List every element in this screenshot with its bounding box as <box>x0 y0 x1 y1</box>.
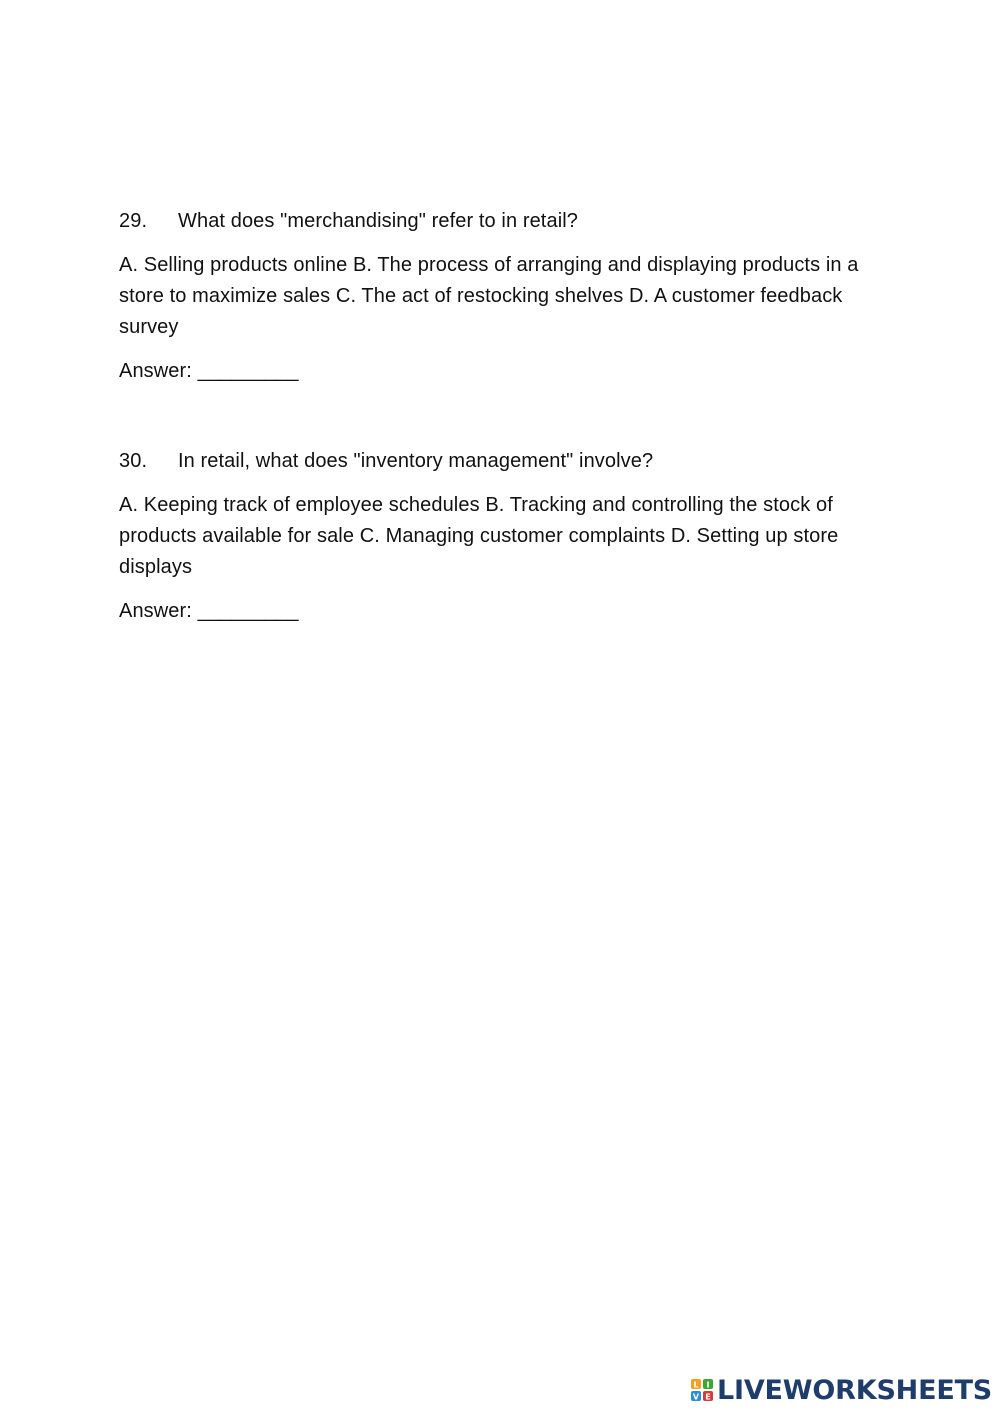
answer-field[interactable]: Answer: _________ <box>119 360 299 382</box>
question-prompt: What does "merchandising" refer to in retail? <box>178 210 578 232</box>
question-options: A. Selling products online B. The process of arranging and displaying products in a store to maximize sales C. The act of restocking shelves D. A customer feedback survey <box>119 254 859 338</box>
question-header <box>119 446 889 477</box>
svg-text:I: I <box>706 1380 710 1390</box>
question-30 <box>119 446 889 627</box>
liveworksheets-branding <box>690 1373 992 1407</box>
question-prompt: In retail, what does "inventory management" involve? <box>178 450 654 472</box>
question-number: 29. <box>119 210 148 232</box>
question-header <box>119 206 889 237</box>
liveworksheets-logo-icon <box>690 1378 714 1402</box>
question-options: A. Keeping track of employee schedules B. Tracking and controlling the stock of products available for sale C. Managing customer complaints D. Setting up store displays <box>119 494 839 578</box>
svg-text:V: V <box>692 1392 700 1402</box>
svg-text:L: L <box>693 1380 699 1390</box>
svg-text:E: E <box>705 1392 711 1402</box>
answer-field[interactable]: Answer: _________ <box>119 600 299 622</box>
question-29 <box>119 206 889 387</box>
question-number: 30. <box>119 450 148 472</box>
brand-name: LIVEWORKSHEETS <box>717 1374 993 1406</box>
